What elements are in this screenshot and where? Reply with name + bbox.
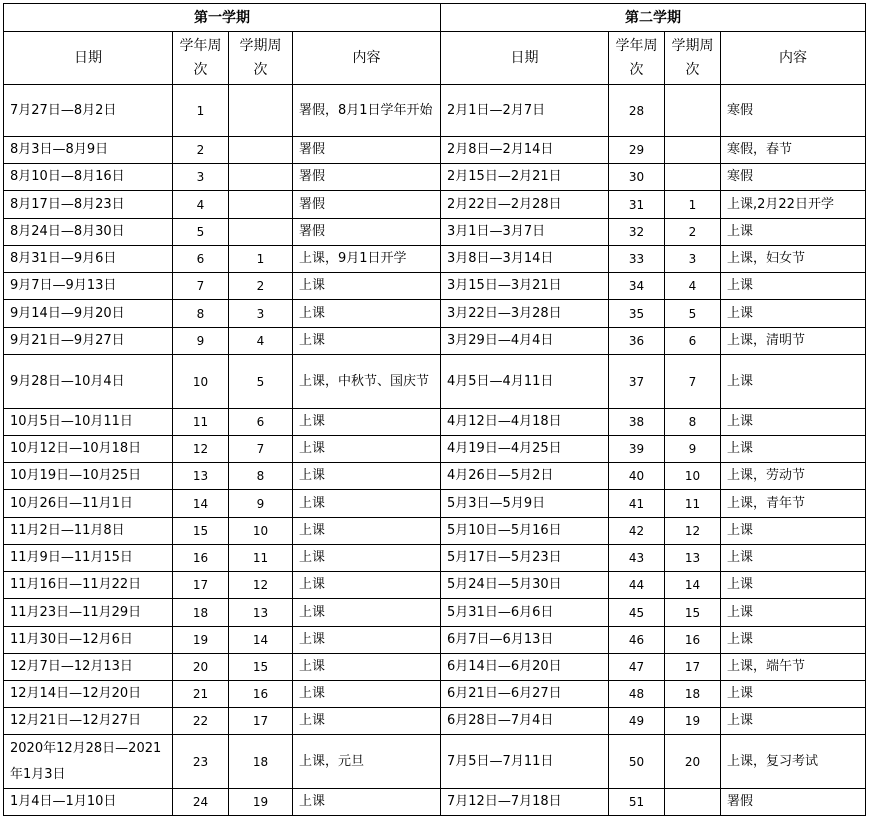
date-cell: 5月17日—5月23日 — [441, 545, 609, 572]
date-cell: 8月3日—8月9日 — [4, 137, 173, 164]
date-cell: 10月19日—10月25日 — [4, 463, 173, 490]
year-week-cell: 7 — [173, 273, 229, 300]
content-cell: 寒假 — [721, 85, 866, 137]
term-week-cell: 13 — [229, 599, 293, 627]
date-cell: 12月21日—12月27日 — [4, 708, 173, 735]
term-week-cell: 15 — [665, 599, 721, 627]
content-cell: 上课 — [293, 708, 441, 735]
table-row — [4, 85, 866, 137]
content-cell: 上课，青年节 — [721, 490, 866, 518]
year-week-cell: 6 — [173, 246, 229, 273]
year-week-cell: 43 — [609, 545, 665, 572]
table-row — [4, 463, 866, 490]
term-week-cell: 15 — [229, 654, 293, 681]
content-cell: 上课 — [721, 409, 866, 436]
date-cell: 6月14日—6月20日 — [441, 654, 609, 681]
table-row — [4, 137, 866, 164]
content-cell: 署假 — [293, 164, 441, 191]
year-week-cell: 22 — [173, 708, 229, 735]
content-header: 内容 — [293, 32, 441, 85]
date-header: 日期 — [4, 32, 173, 85]
content-cell: 署假，8月1日学年开始 — [293, 85, 441, 137]
content-cell: 署假 — [293, 137, 441, 164]
term-week-cell: 8 — [229, 463, 293, 490]
content-cell: 上课 — [721, 273, 866, 300]
year-week-cell: 49 — [609, 708, 665, 735]
date-cell: 3月8日—3月14日 — [441, 246, 609, 273]
date-cell: 4月12日—4月18日 — [441, 409, 609, 436]
year-week-cell: 51 — [609, 789, 665, 816]
content-cell: 上课 — [293, 545, 441, 572]
date-header: 日期 — [441, 32, 609, 85]
content-cell: 上课 — [293, 436, 441, 463]
content-cell: 上课 — [293, 490, 441, 518]
term-week-cell — [229, 164, 293, 191]
content-cell: 上课 — [293, 654, 441, 681]
year-week-cell: 17 — [173, 572, 229, 599]
term-week-cell: 10 — [665, 463, 721, 490]
table-row — [4, 572, 866, 599]
date-cell: 9月21日—9月27日 — [4, 328, 173, 355]
content-cell: 上课 — [293, 273, 441, 300]
table-row — [4, 219, 866, 246]
content-cell: 上课，9月1日开学 — [293, 246, 441, 273]
year-week-cell: 12 — [173, 436, 229, 463]
content-cell: 上课，元旦 — [293, 735, 441, 789]
content-cell: 寒假，春节 — [721, 137, 866, 164]
year-week-cell: 16 — [173, 545, 229, 572]
term-week-cell: 1 — [229, 246, 293, 273]
term-week-cell: 14 — [229, 627, 293, 654]
date-cell: 7月12日—7月18日 — [441, 789, 609, 816]
content-cell: 上课 — [721, 599, 866, 627]
year-week-cell: 20 — [173, 654, 229, 681]
year-week-cell: 24 — [173, 789, 229, 816]
content-cell: 上课 — [721, 627, 866, 654]
date-cell: 5月31日—6月6日 — [441, 599, 609, 627]
content-cell: 上课，中秋节、国庆节 — [293, 355, 441, 409]
date-cell: 3月15日—3月21日 — [441, 273, 609, 300]
content-header: 内容 — [721, 32, 866, 85]
year-week-cell: 37 — [609, 355, 665, 409]
date-cell: 8月17日—8月23日 — [4, 191, 173, 219]
content-cell: 署假 — [293, 219, 441, 246]
date-cell: 4月26日—5月2日 — [441, 463, 609, 490]
content-cell: 上课 — [293, 518, 441, 545]
date-cell: 11月2日—11月8日 — [4, 518, 173, 545]
content-cell: 上课,2月22日开学 — [721, 191, 866, 219]
year-week-cell: 3 — [173, 164, 229, 191]
date-cell: 4月19日—4月25日 — [441, 436, 609, 463]
year-week-cell: 31 — [609, 191, 665, 219]
date-cell: 9月14日—9月20日 — [4, 300, 173, 328]
term-week-cell — [229, 85, 293, 137]
term-week-cell — [665, 164, 721, 191]
content-cell: 上课 — [721, 572, 866, 599]
term-week-cell: 10 — [229, 518, 293, 545]
content-cell: 上课，劳动节 — [721, 463, 866, 490]
year-week-cell: 34 — [609, 273, 665, 300]
table-row — [4, 490, 866, 518]
term-week-cell: 17 — [229, 708, 293, 735]
date-cell: 3月29日—4月4日 — [441, 328, 609, 355]
date-cell: 5月3日—5月9日 — [441, 490, 609, 518]
content-cell: 上课 — [293, 409, 441, 436]
table-row — [4, 789, 866, 816]
date-cell: 9月28日—10月4日 — [4, 355, 173, 409]
term-week-cell: 19 — [229, 789, 293, 816]
date-cell: 2020年12月28日—2021年1月3日 — [4, 735, 173, 789]
table-row — [4, 545, 866, 572]
year-week-cell: 46 — [609, 627, 665, 654]
year-week-cell: 42 — [609, 518, 665, 545]
table-row — [4, 654, 866, 681]
date-cell: 2月8日—2月14日 — [441, 137, 609, 164]
year-week-header: 学年周次 — [609, 32, 665, 85]
year-week-cell: 40 — [609, 463, 665, 490]
year-week-cell: 9 — [173, 328, 229, 355]
term-week-cell — [665, 137, 721, 164]
date-cell: 11月9日—11月15日 — [4, 545, 173, 572]
date-cell: 6月7日—6月13日 — [441, 627, 609, 654]
year-week-cell: 14 — [173, 490, 229, 518]
date-cell: 2月15日—2月21日 — [441, 164, 609, 191]
term-2-header: 第二学期 — [441, 4, 866, 32]
term-week-cell: 2 — [229, 273, 293, 300]
year-week-cell: 45 — [609, 599, 665, 627]
term-week-cell: 12 — [665, 518, 721, 545]
date-cell: 8月10日—8月16日 — [4, 164, 173, 191]
term-week-cell — [229, 219, 293, 246]
term-week-cell: 7 — [229, 436, 293, 463]
year-week-cell: 4 — [173, 191, 229, 219]
year-week-cell: 50 — [609, 735, 665, 789]
table-row — [4, 246, 866, 273]
term-week-cell: 9 — [665, 436, 721, 463]
table-row — [4, 164, 866, 191]
term-week-cell: 6 — [229, 409, 293, 436]
date-cell: 2月1日—2月7日 — [441, 85, 609, 137]
term-week-cell: 18 — [665, 681, 721, 708]
term-1-header: 第一学期 — [4, 4, 441, 32]
term-week-cell: 9 — [229, 490, 293, 518]
content-cell: 上课 — [721, 518, 866, 545]
year-week-cell: 41 — [609, 490, 665, 518]
year-week-cell: 21 — [173, 681, 229, 708]
year-week-cell: 28 — [609, 85, 665, 137]
content-cell: 上课 — [721, 681, 866, 708]
content-cell: 上课 — [293, 572, 441, 599]
content-cell: 上课 — [293, 328, 441, 355]
table-row — [4, 518, 866, 545]
year-week-cell: 48 — [609, 681, 665, 708]
term-week-cell: 6 — [665, 328, 721, 355]
table-row — [4, 409, 866, 436]
term-week-cell — [229, 137, 293, 164]
date-cell: 11月16日—11月22日 — [4, 572, 173, 599]
year-week-cell: 29 — [609, 137, 665, 164]
content-cell: 上课，妇女节 — [721, 246, 866, 273]
table-row — [4, 273, 866, 300]
date-cell: 10月12日—10月18日 — [4, 436, 173, 463]
term-week-cell: 11 — [229, 545, 293, 572]
year-week-header: 学年周次 — [173, 32, 229, 85]
term-week-cell: 18 — [229, 735, 293, 789]
content-cell: 上课，复习考试 — [721, 735, 866, 789]
date-cell: 5月10日—5月16日 — [441, 518, 609, 545]
table-row — [4, 627, 866, 654]
content-cell: 上课 — [293, 681, 441, 708]
term-week-cell: 3 — [229, 300, 293, 328]
year-week-cell: 30 — [609, 164, 665, 191]
term-week-cell: 16 — [665, 627, 721, 654]
year-week-cell: 1 — [173, 85, 229, 137]
term-week-cell: 20 — [665, 735, 721, 789]
table-body — [4, 85, 866, 816]
term-week-cell: 19 — [665, 708, 721, 735]
date-cell: 7月27日—8月2日 — [4, 85, 173, 137]
table-row — [4, 355, 866, 409]
year-week-cell: 11 — [173, 409, 229, 436]
term-week-cell: 12 — [229, 572, 293, 599]
content-cell: 上课 — [721, 436, 866, 463]
content-cell: 上课 — [293, 300, 441, 328]
term-week-cell: 4 — [229, 328, 293, 355]
content-cell: 上课，清明节 — [721, 328, 866, 355]
term-week-cell — [665, 85, 721, 137]
table-row — [4, 708, 866, 735]
content-cell: 署假 — [721, 789, 866, 816]
table-row — [4, 681, 866, 708]
content-cell: 上课 — [721, 708, 866, 735]
content-cell: 上课 — [293, 627, 441, 654]
date-cell: 11月30日—12月6日 — [4, 627, 173, 654]
term-week-header: 学期周次 — [229, 32, 293, 85]
content-cell: 上课 — [293, 599, 441, 627]
year-week-cell: 35 — [609, 300, 665, 328]
table-row — [4, 328, 866, 355]
year-week-cell: 2 — [173, 137, 229, 164]
content-cell: 署假 — [293, 191, 441, 219]
year-week-cell: 15 — [173, 518, 229, 545]
date-cell: 3月1日—3月7日 — [441, 219, 609, 246]
term-week-cell: 16 — [229, 681, 293, 708]
date-cell: 5月24日—5月30日 — [441, 572, 609, 599]
content-cell: 寒假 — [721, 164, 866, 191]
term-week-header: 学期周次 — [665, 32, 721, 85]
date-cell: 11月23日—11月29日 — [4, 599, 173, 627]
term-week-cell: 4 — [665, 273, 721, 300]
date-cell: 6月28日—7月4日 — [441, 708, 609, 735]
term-week-cell: 11 — [665, 490, 721, 518]
content-cell: 上课，端午节 — [721, 654, 866, 681]
table-row — [4, 300, 866, 328]
year-week-cell: 19 — [173, 627, 229, 654]
year-week-cell: 10 — [173, 355, 229, 409]
school-calendar-table — [3, 3, 866, 816]
content-cell: 上课 — [721, 355, 866, 409]
year-week-cell: 5 — [173, 219, 229, 246]
term-week-cell: 17 — [665, 654, 721, 681]
content-cell: 上课 — [721, 219, 866, 246]
term-week-cell: 5 — [665, 300, 721, 328]
date-cell: 7月5日—7月11日 — [441, 735, 609, 789]
term-week-cell: 3 — [665, 246, 721, 273]
year-week-cell: 36 — [609, 328, 665, 355]
content-cell: 上课 — [721, 545, 866, 572]
date-cell: 9月7日—9月13日 — [4, 273, 173, 300]
content-cell: 上课 — [293, 789, 441, 816]
year-week-cell: 18 — [173, 599, 229, 627]
date-cell: 4月5日—4月11日 — [441, 355, 609, 409]
term-week-cell — [665, 789, 721, 816]
year-week-cell: 33 — [609, 246, 665, 273]
term-week-cell — [229, 191, 293, 219]
table-row — [4, 436, 866, 463]
table-row — [4, 735, 866, 789]
date-cell: 3月22日—3月28日 — [441, 300, 609, 328]
term-week-cell: 1 — [665, 191, 721, 219]
term-week-cell: 8 — [665, 409, 721, 436]
date-cell: 10月26日—11月1日 — [4, 490, 173, 518]
content-cell: 上课 — [721, 300, 866, 328]
content-cell: 上课 — [293, 463, 441, 490]
year-week-cell: 47 — [609, 654, 665, 681]
date-cell: 12月14日—12月20日 — [4, 681, 173, 708]
year-week-cell: 8 — [173, 300, 229, 328]
date-cell: 8月24日—8月30日 — [4, 219, 173, 246]
term-week-cell: 7 — [665, 355, 721, 409]
date-cell: 10月5日—10月11日 — [4, 409, 173, 436]
year-week-cell: 44 — [609, 572, 665, 599]
table-row — [4, 599, 866, 627]
term-week-cell: 13 — [665, 545, 721, 572]
year-week-cell: 32 — [609, 219, 665, 246]
term-week-cell: 2 — [665, 219, 721, 246]
date-cell: 12月7日—12月13日 — [4, 654, 173, 681]
term-week-cell: 5 — [229, 355, 293, 409]
date-cell: 6月21日—6月27日 — [441, 681, 609, 708]
date-cell: 2月22日—2月28日 — [441, 191, 609, 219]
year-week-cell: 13 — [173, 463, 229, 490]
date-cell: 8月31日—9月6日 — [4, 246, 173, 273]
table-row — [4, 191, 866, 219]
year-week-cell: 39 — [609, 436, 665, 463]
date-cell: 1月4日—1月10日 — [4, 789, 173, 816]
year-week-cell: 38 — [609, 409, 665, 436]
term-week-cell: 14 — [665, 572, 721, 599]
year-week-cell: 23 — [173, 735, 229, 789]
